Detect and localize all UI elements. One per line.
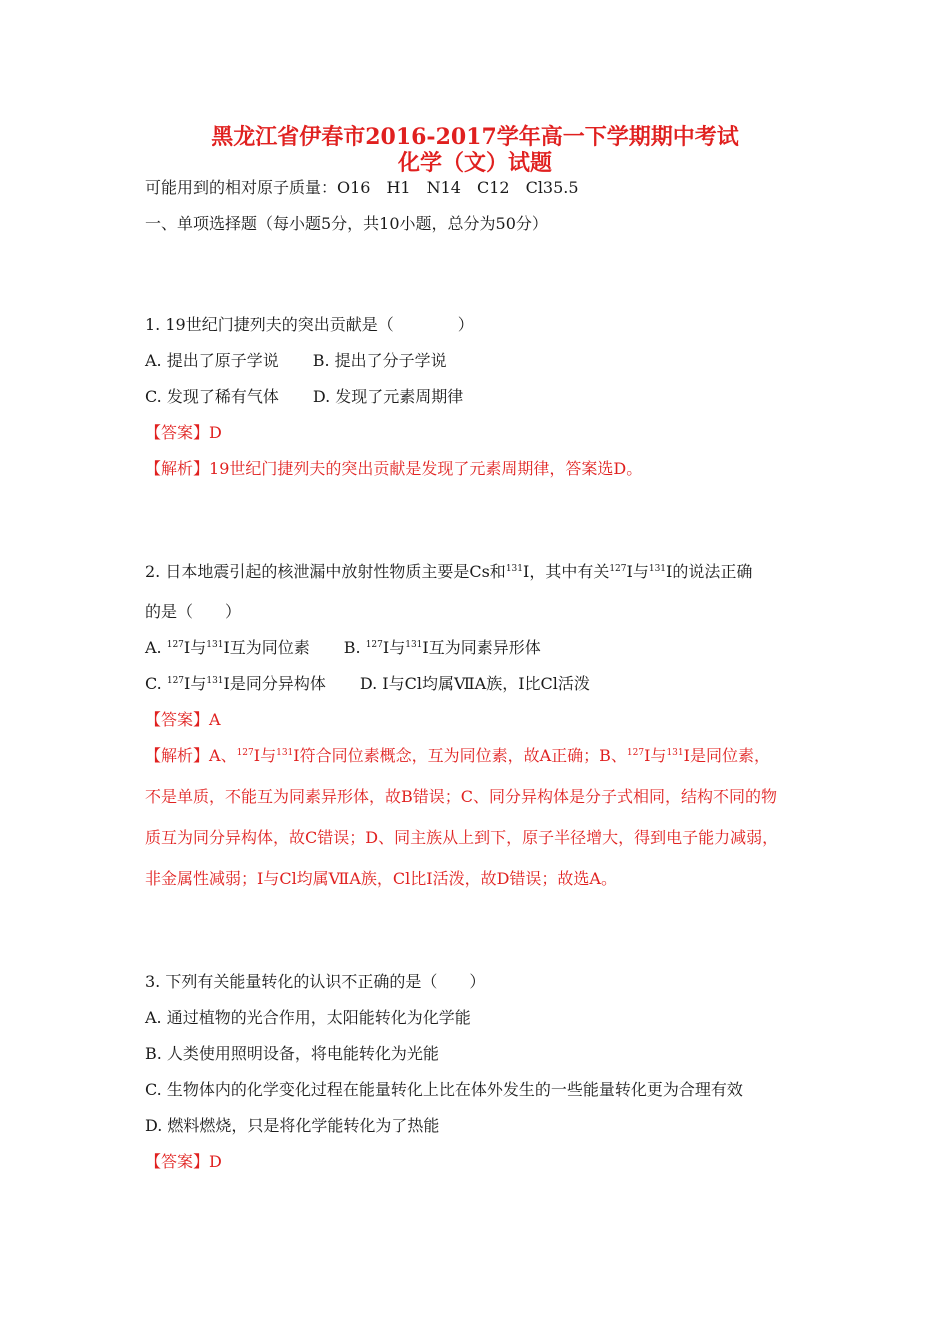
q3-option-b: B. 人类使用照明设备，将电能转化为光能 (145, 1044, 439, 1063)
q2-analysis-line4: 非金属性减弱；I与Cl均属ⅦA族，Cl比I活泼，故D错误；故选A。 (145, 869, 617, 888)
q2-answer (145, 709, 221, 731)
analysis-text: I与 (644, 746, 667, 765)
q2-stem-part: I，其中有关 (523, 562, 610, 581)
q1-option-d: D. 发现了元素周期律 (312, 387, 464, 406)
option-prefix: B. (343, 638, 366, 657)
analysis-text: I是同位素， (683, 746, 770, 765)
isotope-mass: 131 (206, 676, 224, 686)
isotope-mass: 127 (609, 564, 627, 574)
document-subtitle: 化学（文）试题 (397, 150, 552, 176)
q2-options-cd (145, 673, 590, 695)
q2-stem-line2: 的是（ ） (145, 602, 242, 621)
analysis-text: A、 (209, 746, 237, 765)
q1-analysis (145, 458, 642, 480)
q2-option-c (145, 674, 326, 693)
section-heading: 一、单项选择题（每小题5分，共10小题，总分为50分） (145, 214, 548, 233)
q2-option-a (145, 638, 310, 657)
q1-analysis-text: 19世纪门捷列夫的突出贡献是发现了元素周期律，答案选D。 (209, 459, 643, 478)
q3-option-a: A. 通过植物的光合作用，太阳能转化为化学能 (145, 1008, 471, 1027)
q2-stem (145, 561, 752, 583)
analysis-text: I与 (253, 746, 277, 765)
q2-analysis-line2: 不是单质，不能互为同素异形体，故B错误；C、同分异构体是分子式相同，结构不同的物 (145, 787, 778, 806)
q2-stem-part: I与 (626, 562, 649, 581)
isotope-mass: 127 (166, 640, 184, 650)
q2-option-b (344, 638, 541, 657)
isotope-mass: 131 (276, 748, 294, 758)
option-text: I是同分异构体 (223, 674, 326, 693)
q3-answer (145, 1151, 222, 1173)
answer-label: 【答案】 (145, 1152, 210, 1171)
option-text: I与 (183, 638, 207, 657)
isotope-mass: 127 (166, 676, 185, 686)
isotope-mass: 127 (365, 640, 383, 650)
q1-answer-value: D (209, 423, 222, 442)
q1-options-cd (145, 386, 463, 408)
isotope-mass: 131 (505, 564, 523, 574)
q1-option-b: B. 提出了分子学说 (312, 351, 447, 370)
analysis-label: 【解析】 (145, 459, 210, 478)
q2-analysis-line1 (145, 745, 770, 767)
option-text: I互为同素异形体 (422, 638, 541, 657)
q1-option-c: C. 发现了稀有气体 (145, 387, 279, 406)
isotope-mass: 127 (236, 748, 254, 758)
q1-options-ab (145, 350, 447, 372)
isotope-mass: 131 (206, 640, 224, 650)
q2-option-d: D. I与Cl均属ⅦA族，I比Cl活泼 (359, 674, 590, 693)
atomic-mass-note: 可能用到的相对原子质量：O16 H1 N14 C12 Cl35.5 (145, 178, 579, 197)
analysis-label: 【解析】 (145, 746, 210, 765)
q2-answer-value: A (209, 710, 221, 729)
q3-option-c: C. 生物体内的化学变化过程在能量转化上比在体外发生的一些能量转化更为合理有效 (145, 1080, 743, 1099)
option-text: I与 (184, 674, 207, 693)
document-title: 黑龙江省伊春市2016-2017学年高一下学期期中考试 (211, 124, 739, 150)
q1-answer (145, 422, 222, 444)
q3-option-d: D. 燃料燃烧，只是将化学能转化为了热能 (145, 1116, 440, 1135)
isotope-mass: 127 (626, 748, 645, 758)
analysis-text: I符合同位素概念，互为同位素，故A正确；B、 (293, 746, 627, 765)
q1-option-a: A. 提出了原子学说 (145, 351, 279, 370)
answer-label: 【答案】 (145, 710, 210, 729)
q2-analysis-line3: 质互为同分异构体，故C错误；D、同主族从上到下，原子半径增大，得到电子能力减弱， (145, 828, 779, 847)
option-prefix: A. (145, 638, 167, 657)
q2-stem-part: I的说法正确 (666, 562, 753, 581)
option-text: I与 (382, 638, 406, 657)
option-text: I互为同位素 (223, 638, 310, 657)
q2-options-ab (145, 637, 541, 659)
q2-stem-part: 2. 日本地震引起的核泄漏中放射性物质主要是Cs和 (145, 562, 506, 581)
isotope-mass: 131 (405, 640, 423, 650)
isotope-mass: 131 (666, 748, 684, 758)
q1-stem: 1. 19世纪门捷列夫的突出贡献是（ ） (145, 315, 474, 334)
q3-answer-value: D (209, 1152, 222, 1171)
q3-stem: 3. 下列有关能量转化的认识不正确的是（ ） (145, 972, 486, 991)
answer-label: 【答案】 (145, 423, 210, 442)
isotope-mass: 131 (648, 564, 667, 574)
option-prefix: C. (145, 674, 167, 693)
